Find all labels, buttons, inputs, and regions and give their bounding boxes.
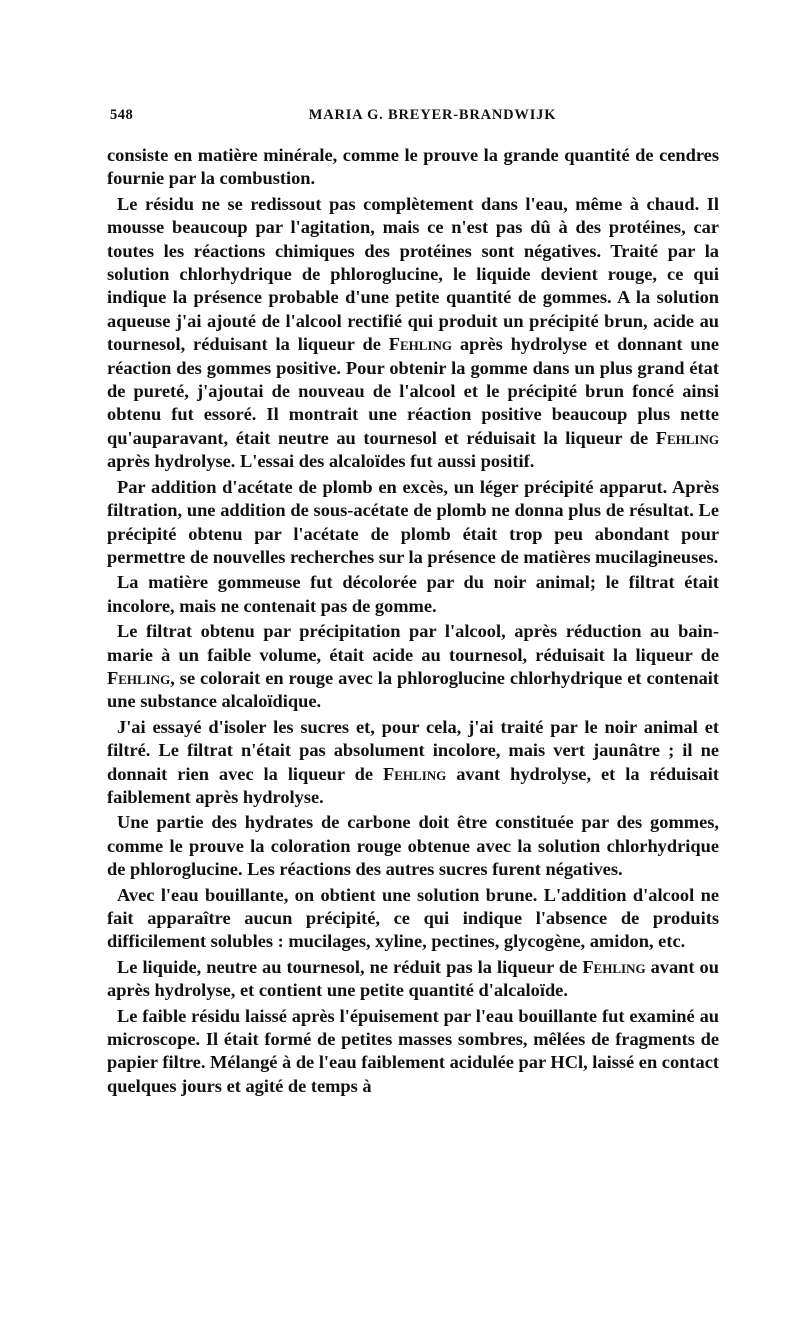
text-run: avant hydrolyse, et la réduisait faiblement après hydrolyse.: [107, 763, 719, 807]
paragraph: [107, 193, 719, 474]
text-run: Le résidu ne se redissout pas complètement dans l'eau, même à chaud. Il mousse beaucoup par l'agitation, mais ce n'est pas dû à des protéines, car toutes les réactions chimiques des protéines sont négatives. Traité par la solution chlorhydrique de phloroglucine, le liquide devient rouge, ce qui indique la présence probable d'une petite quantité de gommes. A la solution aqueuse j'ai ajouté de l'alcool rectifié qui produit un précipité brun, acide au tournesol, réduisant la liqueur de: [107, 193, 719, 355]
text-run: Le liquide, neutre au tournesol, ne réduit pas la liqueur de: [117, 956, 583, 977]
author-name-fehling: Fehling: [582, 956, 646, 977]
paragraph: [107, 620, 719, 714]
page-number: 548: [110, 107, 134, 123]
body-text: [107, 144, 719, 1098]
paragraph: Le faible résidu laissé après l'épuisement par l'eau bouillante fut examiné au microscope. Il était formé de petites masses sombres, mêlées de fragments de papier filtre. Mélangé à de l'eau faiblement acidulée par HCl, laissé en contact quelques jours et agité de temps à: [107, 1005, 719, 1096]
text-run: J'ai essayé d'isoler les sucres et, pour cela, j'ai traité par le noir animal et filtré. Le filtrat n'était pas absolument incolore, mais vert jaunâtre ; il ne donnait rien avec la liqueur de: [107, 716, 719, 784]
author-name-fehling: Fehling: [383, 763, 447, 784]
text-run: après hydrolyse. L'essai des alcaloïdes fut aussi positif.: [107, 451, 535, 472]
paragraph: [107, 956, 719, 1003]
paragraph-continued: consiste en matière minérale, comme le prouve la grande quantité de cendres fournie par la combustion.: [107, 145, 719, 189]
text-run: après hydrolyse et donnant une réaction des gommes positive. Pour obtenir la gomme dans un plus grand état de pureté, j'ajoutai de nouveau de l'alcool et le précipité brun foncé ainsi obtenu fut essoré. Il montrait une réaction positive beaucoup plus nette qu'auparavant, était neutre au tournesol et réduisait la liqueur de: [107, 334, 719, 448]
text-run: avant ou après hydrolyse, et contient une petite quantité d'alcaloïde.: [107, 956, 719, 1001]
paragraph: La matière gommeuse fut décolorée par du noir animal; le filtrat était incolore, mais ne contenait pas de gomme.: [107, 572, 719, 616]
running-title: MARIA G. BREYER-BRANDWIJK: [308, 107, 557, 123]
paragraph: [107, 716, 719, 810]
text-run: Le filtrat obtenu par précipitation par l'alcool, après réduction au bain-marie à un faible volume, était acide au tournesol, réduisait la liqueur de: [107, 621, 719, 665]
author-name-fehling: Fehling: [107, 667, 171, 688]
author-name-fehling: Fehling: [655, 427, 719, 448]
paragraph: Avec l'eau bouillante, on obtient une solution brune. L'addition d'alcool ne fait apparaître aucun précipité, ce qui indique l'absence de produits difficilement solubles : mucilages, xyline, pectines, glycogène, amidon, etc.: [107, 884, 719, 952]
author-name-fehling: Fehling: [388, 334, 453, 355]
running-header: [110, 107, 715, 127]
text-run: , se colorait en rouge avec la phloroglucine chlorhydrique et contenait une substance alcaloïdique.: [107, 667, 719, 712]
paragraph: Par addition d'acétate de plomb en excès, un léger précipité apparut. Après filtration, une addition de sous-acétate de plomb ne donna plus de résultat. Le précipité obtenu par l'acétate de plomb était trop peu abondant pour permettre de nouvelles recherches sur la présence de matières mucilagineuses.: [107, 476, 719, 567]
paragraph: Une partie des hydrates de carbone doit être constituée par des gommes, comme le prouve la coloration rouge obtenue avec la solution chlorhydrique de phloroglucine. Les réactions des autres sucres furent négatives.: [107, 812, 719, 880]
